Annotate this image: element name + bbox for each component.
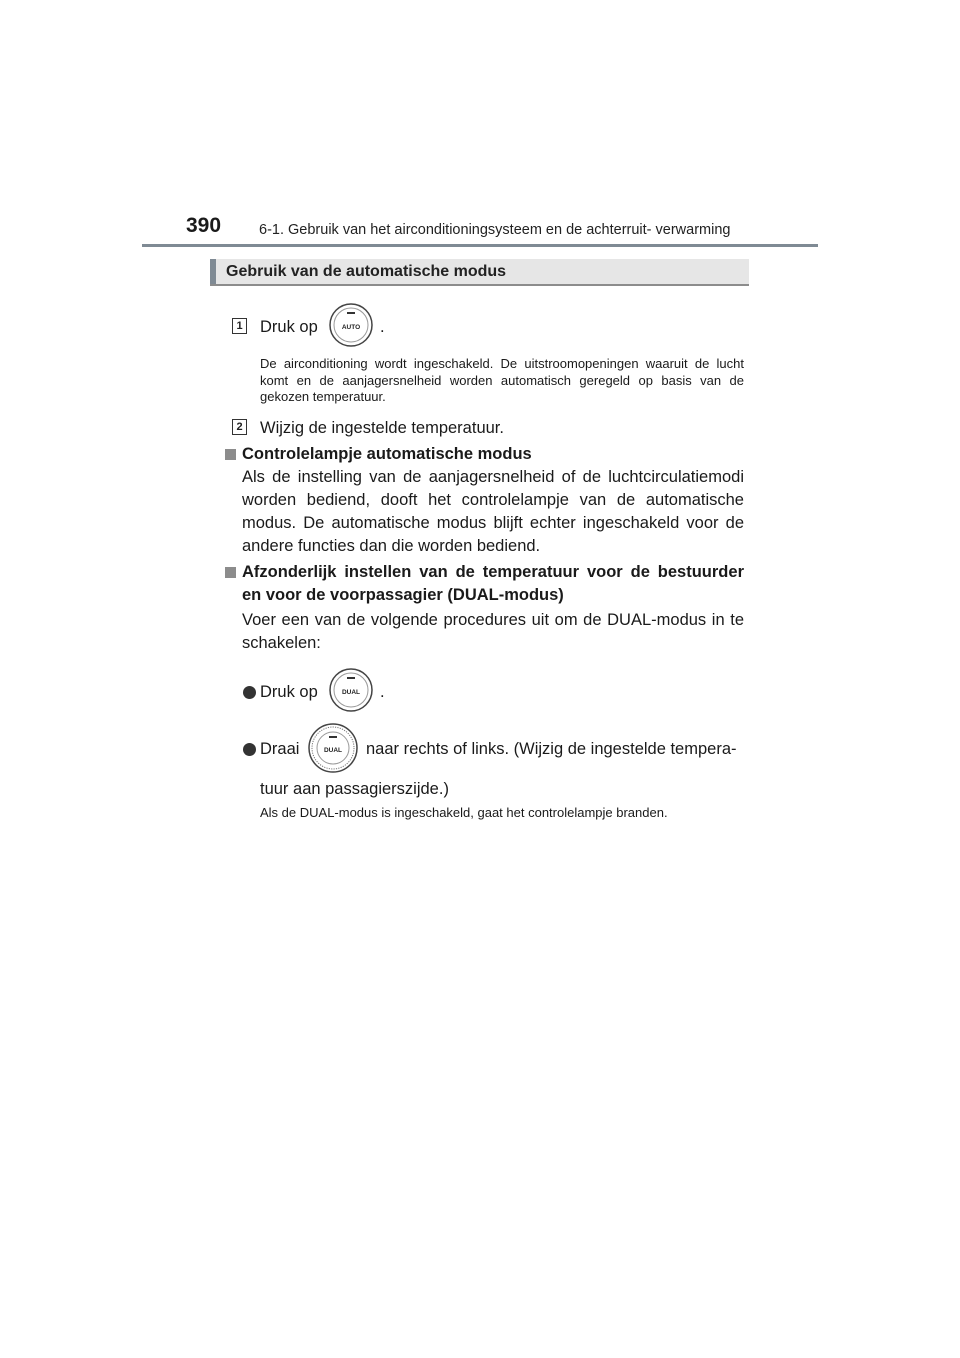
section-title: Gebruik van de automatische modus xyxy=(226,263,507,280)
step-number-1: 1 xyxy=(232,318,247,334)
auto-button-icon xyxy=(328,302,374,348)
dual-dial-icon xyxy=(308,723,358,773)
dual-button-icon xyxy=(328,667,374,713)
step-1-period: . xyxy=(380,318,385,336)
dual-dial-label: DUAL xyxy=(323,747,343,754)
bullet-2-continuation: tuur aan passagierszijde.) xyxy=(260,780,449,798)
dual-note: Als de DUAL-modus is ingeschakeld, gaat het controlelampje branden. xyxy=(260,805,668,820)
bullet-1-period: . xyxy=(380,683,385,701)
auto-knob-label: AUTO xyxy=(341,324,361,331)
page-number: 390 xyxy=(186,214,222,237)
dual-knob-label: DUAL xyxy=(341,689,361,696)
bullet-1-text: Druk op xyxy=(260,683,318,701)
section-bar-accent xyxy=(210,259,216,284)
step-1-text: Druk op xyxy=(260,318,318,336)
bullet-2-text: Draai xyxy=(260,740,300,758)
step-1-note: De airconditioning wordt ingeschakeld. De uitstroomopeningen waaruit de lucht komt en de aanjagersnelheid worden automatisch geregeld op basis van de gekozen temperatuur. xyxy=(260,356,744,404)
square-bullet-icon xyxy=(225,449,236,460)
round-bullet-icon xyxy=(243,743,256,756)
section-heading-bar xyxy=(210,259,749,286)
square-bullet-icon xyxy=(225,567,236,578)
subsection-heading-dual-line1: Afzonderlijk instellen van de temperatuur voor de bestuurder xyxy=(242,563,744,581)
subsection-heading-dual-line2: en voor de voorpassagier (DUAL-modus) xyxy=(242,586,564,604)
chapter-title: 6-1. Gebruik van het airconditioningsysteem en de achterruit- verwarming xyxy=(259,222,731,238)
round-bullet-icon xyxy=(243,686,256,699)
subsection-body-dual: Voer een van de volgende procedures uit om de DUAL-modus in te schakelen: xyxy=(242,611,744,652)
subsection-body-auto-indicator: Als de instelling van de aanjagersnelheid of de luchtcirculatiemodi worden bediend, dooft het controlelampje van de automatische modus. De automatische modus blijft echter ingeschakeld voor de andere functies dan die worden bediend. xyxy=(242,468,744,555)
subsection-heading-auto-indicator: Controlelampje automatische modus xyxy=(242,445,532,463)
step-number-2: 2 xyxy=(232,419,247,435)
header-rule xyxy=(142,244,818,247)
step-2-text: Wijzig de ingestelde temperatuur. xyxy=(260,419,504,437)
bullet-2-text-after: naar rechts of links. (Wijzig de ingestelde tempera- xyxy=(366,740,737,758)
